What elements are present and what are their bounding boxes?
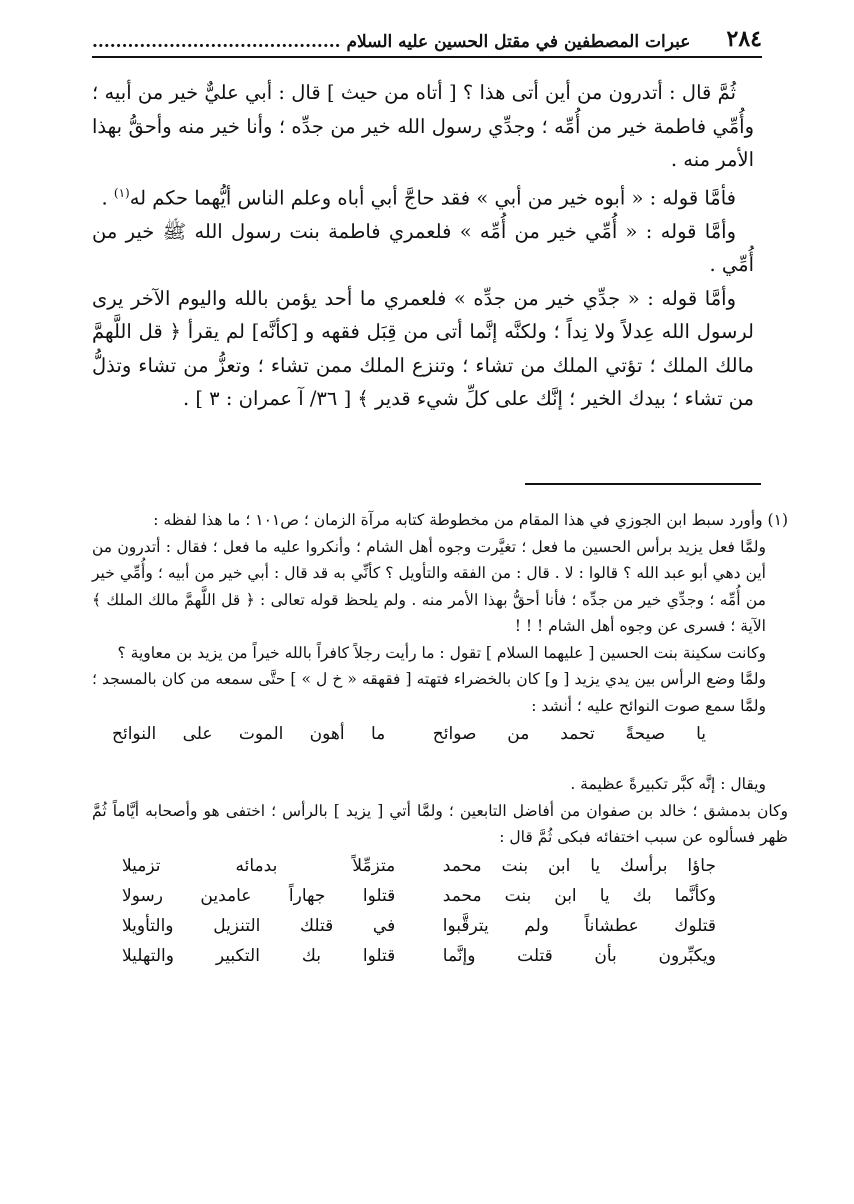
verse-hemistich-right: يا صيحةً تحمد من صوائح [432,724,706,744]
page-header [92,24,762,58]
footnote-1-intro: (١) وأورد سبط ابن الجوزي في هذا المقام من مخطوطة كتابه مرآة الزمان ؛ ص١٠١ ؛ ما هذا لفظه : [153,511,788,529]
running-title: عبرات المصطفين في مقتل الحسين عليه السلام .......................................... [92,32,691,52]
paragraph-2-end: . [101,186,114,209]
footnote-1-takbir: ويقال : إنَّه كبَّر تكبيرةً عظيمة . [570,775,766,793]
poem-line [122,941,716,971]
footnote-1-khalid: وكان بدمشق ؛ خالد بن صفوان من أفاضل التابعين ؛ ولمَّا أتي [ يزيد ] بالرأس ؛ اختفى هو وأصحابه أيَّاماً ثُمَّ ظهر فسألوه عن سبب اختفائه فبكى ثُمَّ قال : [92,801,788,846]
poem-hemistich-left: في قتلك التنزيل والتأويلا [122,915,396,936]
verse-line [92,719,788,749]
poem-hemistich-right: قتلوك عطشاناً ولم يترقَّبوا [442,915,716,936]
verse-hemistich-left: ما أهون الموت على النوائح [112,724,386,744]
footnote-marker: (١) [113,185,130,200]
poem-hemistich-left: قتلوا جهاراً عامدين رسولا [122,885,396,906]
footnote-1-quote: ولمَّا فعل يزيد برأس الحسين ما فعل ؛ تغيَّرت وجوه أهل الشام ؛ وأنكروا عليه ما فعل ؛ فقال : أتدرون من أين دهي أبو عبد الله ؟ قالوا : لا . قال : من الفقه والتأويل ؟ كأنِّي به قد قال : أبي خير من أبيه ؛ وأُمِّي خير من أُمِّه ؛ وجدِّي خير من جدِّه ؛ فأنا أحقُّ بهذا الأمر منه . ولم يلحظ قوله تعالى : ﴿ قل اللَّهمَّ مالك الملك ﴾ الآية ؛ فسرى عن وجوه أهل الشام ! ! ! [92,537,766,635]
poem-hemistich-right: وكأنَّما بك يا ابن بنت محمد [442,885,716,906]
paragraph-1: ثُمَّ قال : أتدرون من أين أتى هذا ؟ [ أتاه من حيث ] قال : أبي عليٌّ خير من أبيه ؛ وأُمِّي فاطمة خير من أُمِّه ؛ وجدِّي رسول الله خير من جدِّه ؛ وأنا خير منه وأحقُّ بهذا الأمر منه . [92,81,754,171]
footnote-separator [525,483,761,485]
footnote-1-sukayna: وكانت سكينة بنت الحسين [ عليهما السلام ] تقول : ما رأيت رجلاً كافراً بالله خيراً من يزيد بن معاوية ؟ [117,643,766,662]
poem [92,851,788,971]
paragraph-3: وأمَّا قوله : « أُمِّي خير من أُمِّه » فلعمري فاطمة بنت رسول الله ﷺ خير من أُمِّي . [92,219,754,276]
poem-hemistich-left: قتلوا بك التكبير والتهليلا [122,945,396,966]
poem-hemistich-right: جاؤا برأسك يا ابن بنت محمد [442,855,716,876]
poem-line [122,911,716,941]
poem-hemistich-left: متزمِّلاً بدمائه تزميلا [122,855,396,876]
footnotes [92,507,788,971]
paragraph-2-text: فأمَّا قوله : « أبوه خير من أبي » فقد حاجَّ أبي أباه وعلم الناس أيُّهما حكم له [129,186,736,209]
poem-hemistich-right: ويكبِّرون بأن قتلت وإنَّما [442,945,716,966]
main-text [92,76,754,416]
footnote-1-head: ولمَّا وضع الرأس بين يدي يزيد [ و] كان بالخضراء فتهته [ فقهقه « خ ل » ] حتَّى سمعه من كان بالمسجد ؛ ولمَّا سمع صوت النوائح عليه ؛ أنشد : [92,670,766,715]
running-title-text: عبرات المصطفين في مقتل الحسين عليه السلام [346,32,691,52]
paragraph-4: وأمَّا قوله : « جدِّي خير من جدِّه » فلعمري ما أحد يؤمن بالله واليوم الآخر يرى لرسول الله عِدلاً ولا نِداً ؛ ولكنَّه إنَّما أتى من قِبَل فقهه و [كأنَّه] لم يقرأ ﴿ قل اللَّهمَّ مالك الملك ؛ تؤتي الملك من تشاء ؛ وتنزع الملك ممن تشاء ؛ وتعزُّ من تشاء وتذلُّ من تشاء ؛ بيدك الخير ؛ إنَّك على كلِّ شيء قدير ﴾ [ ٣٦/ آ عمران : ٣ ] . [92,286,754,410]
paragraph-2 [92,177,754,215]
poem-line [122,881,716,911]
page-number: ٢٨٤ [726,26,762,52]
poem-line [122,851,716,881]
